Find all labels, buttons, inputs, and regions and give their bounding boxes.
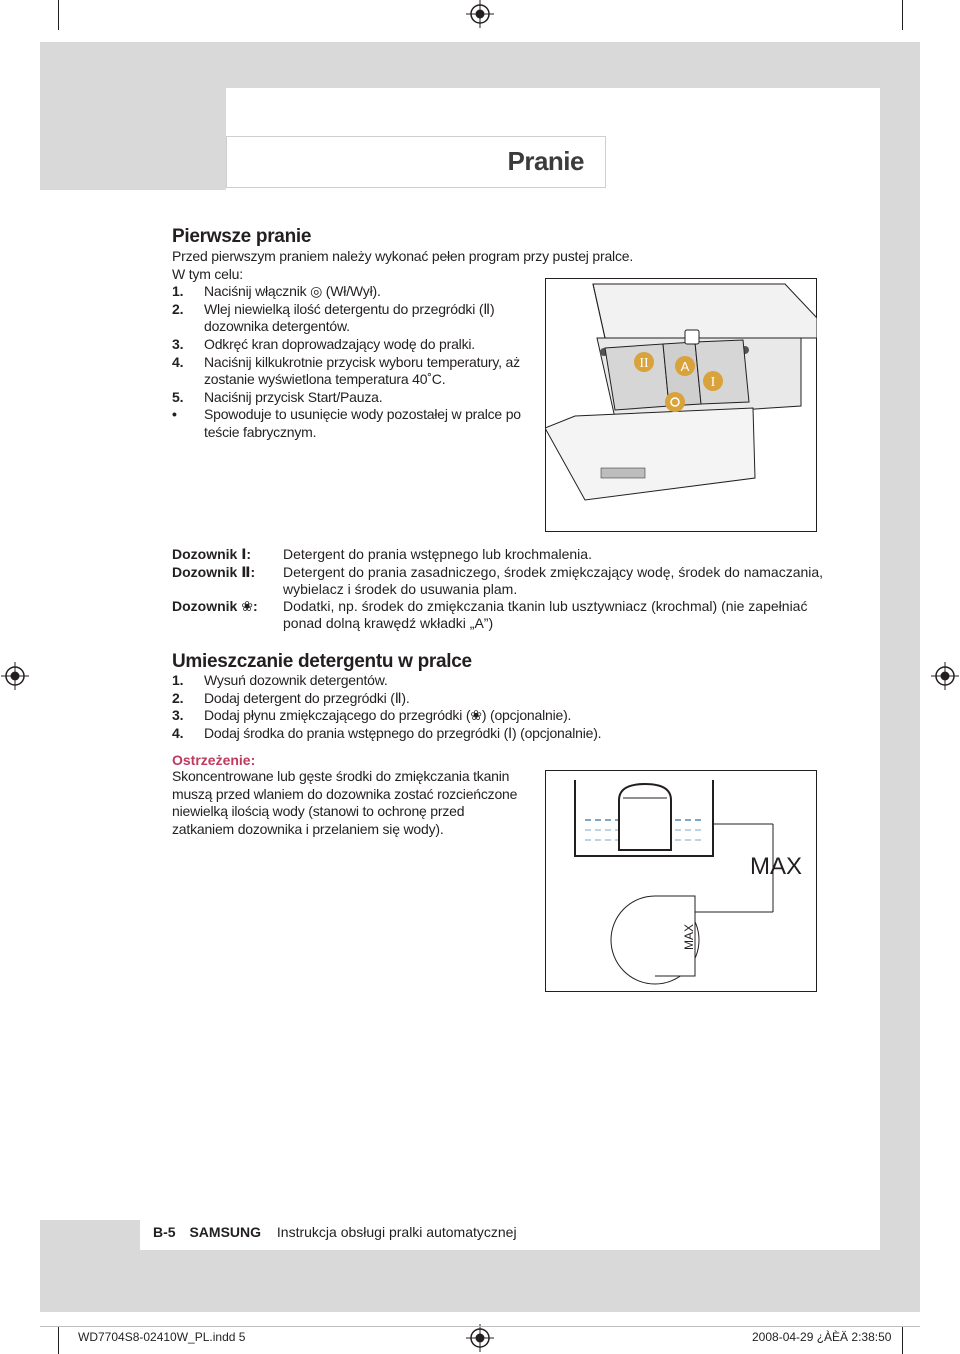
right-margin-bar — [880, 42, 920, 1312]
drawer-label-i: I — [710, 375, 716, 390]
bullet-item — [172, 406, 552, 424]
print-slug-line — [40, 1326, 920, 1327]
step-text: Dodaj detergent do przegródki (Ⅱ). — [204, 689, 410, 706]
warning-line: Skoncentrowane lub gęste środki do zmiękczania tkanin — [172, 768, 510, 784]
step-item — [172, 672, 601, 690]
bullet-mark: • — [172, 406, 177, 423]
dispenser-label: Dozownik Ⅱ: — [172, 564, 256, 580]
footer-text — [153, 1224, 517, 1240]
intro-line: W tym celu: — [172, 265, 243, 282]
step-number: 2. — [172, 300, 184, 317]
step-item — [172, 690, 601, 708]
warning-line: zatkaniem dozownika i przelaniem się wody). — [172, 820, 444, 837]
registration-mark-top — [466, 0, 494, 28]
step-number: 5. — [172, 388, 184, 405]
max-label-small: MAX — [682, 923, 696, 950]
max-level-illustration — [545, 770, 817, 992]
registration-mark-left — [1, 662, 29, 690]
step-number: 1. — [172, 283, 184, 300]
max-label-big: MAX — [750, 853, 803, 880]
step-number: 3. — [172, 335, 184, 352]
warning-line: muszą przed wlaniem do dozownika zostać rozcieńczone — [172, 785, 518, 802]
step-text: Dodaj płynu zmiękczającego do przegródki (❀) (opcjonalnie). — [204, 707, 572, 724]
section-heading-first-wash: Pierwsze pranie — [172, 226, 312, 247]
step-text: Wlej niewielką ilość detergentu do przegródki (Ⅱ) — [204, 300, 495, 317]
print-file-name: WD7704S8-02410W_PL.indd 5 — [78, 1330, 246, 1344]
step-number: 3. — [172, 707, 184, 724]
step-number: 4. — [172, 724, 184, 741]
step-text: Odkręć kran doprowadzający wodę do pralki. — [204, 335, 475, 352]
registration-mark-bottom — [466, 1324, 494, 1352]
step-item — [172, 389, 552, 407]
step-item — [172, 354, 552, 372]
step-number: 4. — [172, 353, 184, 370]
crop-mark-top-right — [902, 0, 903, 30]
crop-mark-top-left — [58, 0, 59, 30]
warning-title: Ostrzeżenie: — [172, 752, 256, 768]
section1-body — [172, 248, 634, 442]
bullet-text: Spowoduje to usunięcie wody pozostałej w pralce po — [204, 406, 521, 423]
dispenser-desc: Detergent do prania wstępnego lub krochmalenia. — [283, 546, 592, 562]
step-text: Naciśnij przycisk Start/Pauza. — [204, 388, 383, 405]
dispenser-desc-cont: wybielacz i środek do usuwania plam. — [283, 581, 518, 597]
footer-bar-left — [40, 1220, 140, 1312]
step-item — [172, 707, 601, 725]
warning-line: niewielką ilością wody (stanowi to ochronę przed — [172, 803, 465, 820]
step-text: Wysuń dozownik detergentów. — [204, 672, 388, 688]
dispenser-desc-cont: ponad dolną krawędź wkładki „A”) — [283, 615, 494, 631]
step-text-cont: dozownika detergentów. — [204, 318, 350, 335]
dispenser-label: Dozownik ❀: — [172, 598, 258, 614]
step-text-cont: zostanie wyświetlona temperatura 40˚C. — [204, 371, 446, 388]
detergent-drawer-illustration — [545, 278, 817, 532]
crop-mark-bottom-left — [58, 1326, 59, 1354]
dispenser-desc: Dodatki, np. środek do zmiękczania tkanin lub usztywniacz (krochmal) (nie zapełniać — [283, 598, 808, 614]
header-bar-left — [40, 42, 226, 190]
document-title: Instrukcja obsługi pralki automatycznej — [276, 1224, 517, 1240]
intro-line: Przed pierwszym praniem należy wykonać pełen program przy pustej pralce. — [172, 248, 634, 264]
page-number: B-5 — [153, 1224, 176, 1240]
brand-name: SAMSUNG — [189, 1224, 262, 1240]
print-date: 2008-04-29 ¿ÀÈÄ 2:38:50 — [752, 1330, 892, 1344]
drawer-label-a: A — [680, 359, 690, 374]
dispenser-desc: Detergent do prania zasadniczego, środek zmiękczający wodę, środek do namaczania, — [283, 564, 824, 580]
section2-steps — [172, 672, 601, 742]
step-number: 1. — [172, 672, 184, 688]
step-item — [172, 301, 552, 319]
footer-bar — [40, 1250, 920, 1312]
step-item — [172, 336, 552, 354]
dispenser-label: Dozownik Ⅰ: — [172, 546, 252, 562]
bullet-text-cont: teście fabrycznym. — [204, 423, 317, 440]
crop-mark-bottom-right — [902, 1326, 903, 1354]
step-number: 2. — [172, 689, 184, 706]
dispenser-table — [172, 546, 872, 636]
step-text: Dodaj środka do prania wstępnego do przegródki (Ⅰ) (opcjonalnie). — [204, 724, 602, 741]
drawer-label-ii: II — [639, 356, 649, 371]
flower-icon — [665, 392, 685, 412]
step-text: Naciśnij włącznik ◎ (Wł/Wył). — [204, 283, 381, 300]
step-text: Naciśnij kilkukrotnie przycisk wyboru temperatury, aż — [204, 353, 520, 370]
registration-mark-right — [931, 662, 959, 690]
step-item — [172, 283, 552, 301]
warning-body — [172, 768, 517, 838]
page-title: Pranie — [507, 146, 584, 176]
step-item — [172, 725, 601, 743]
section-heading-adding-detergent: Umieszczanie detergentu w pralce — [172, 651, 472, 672]
